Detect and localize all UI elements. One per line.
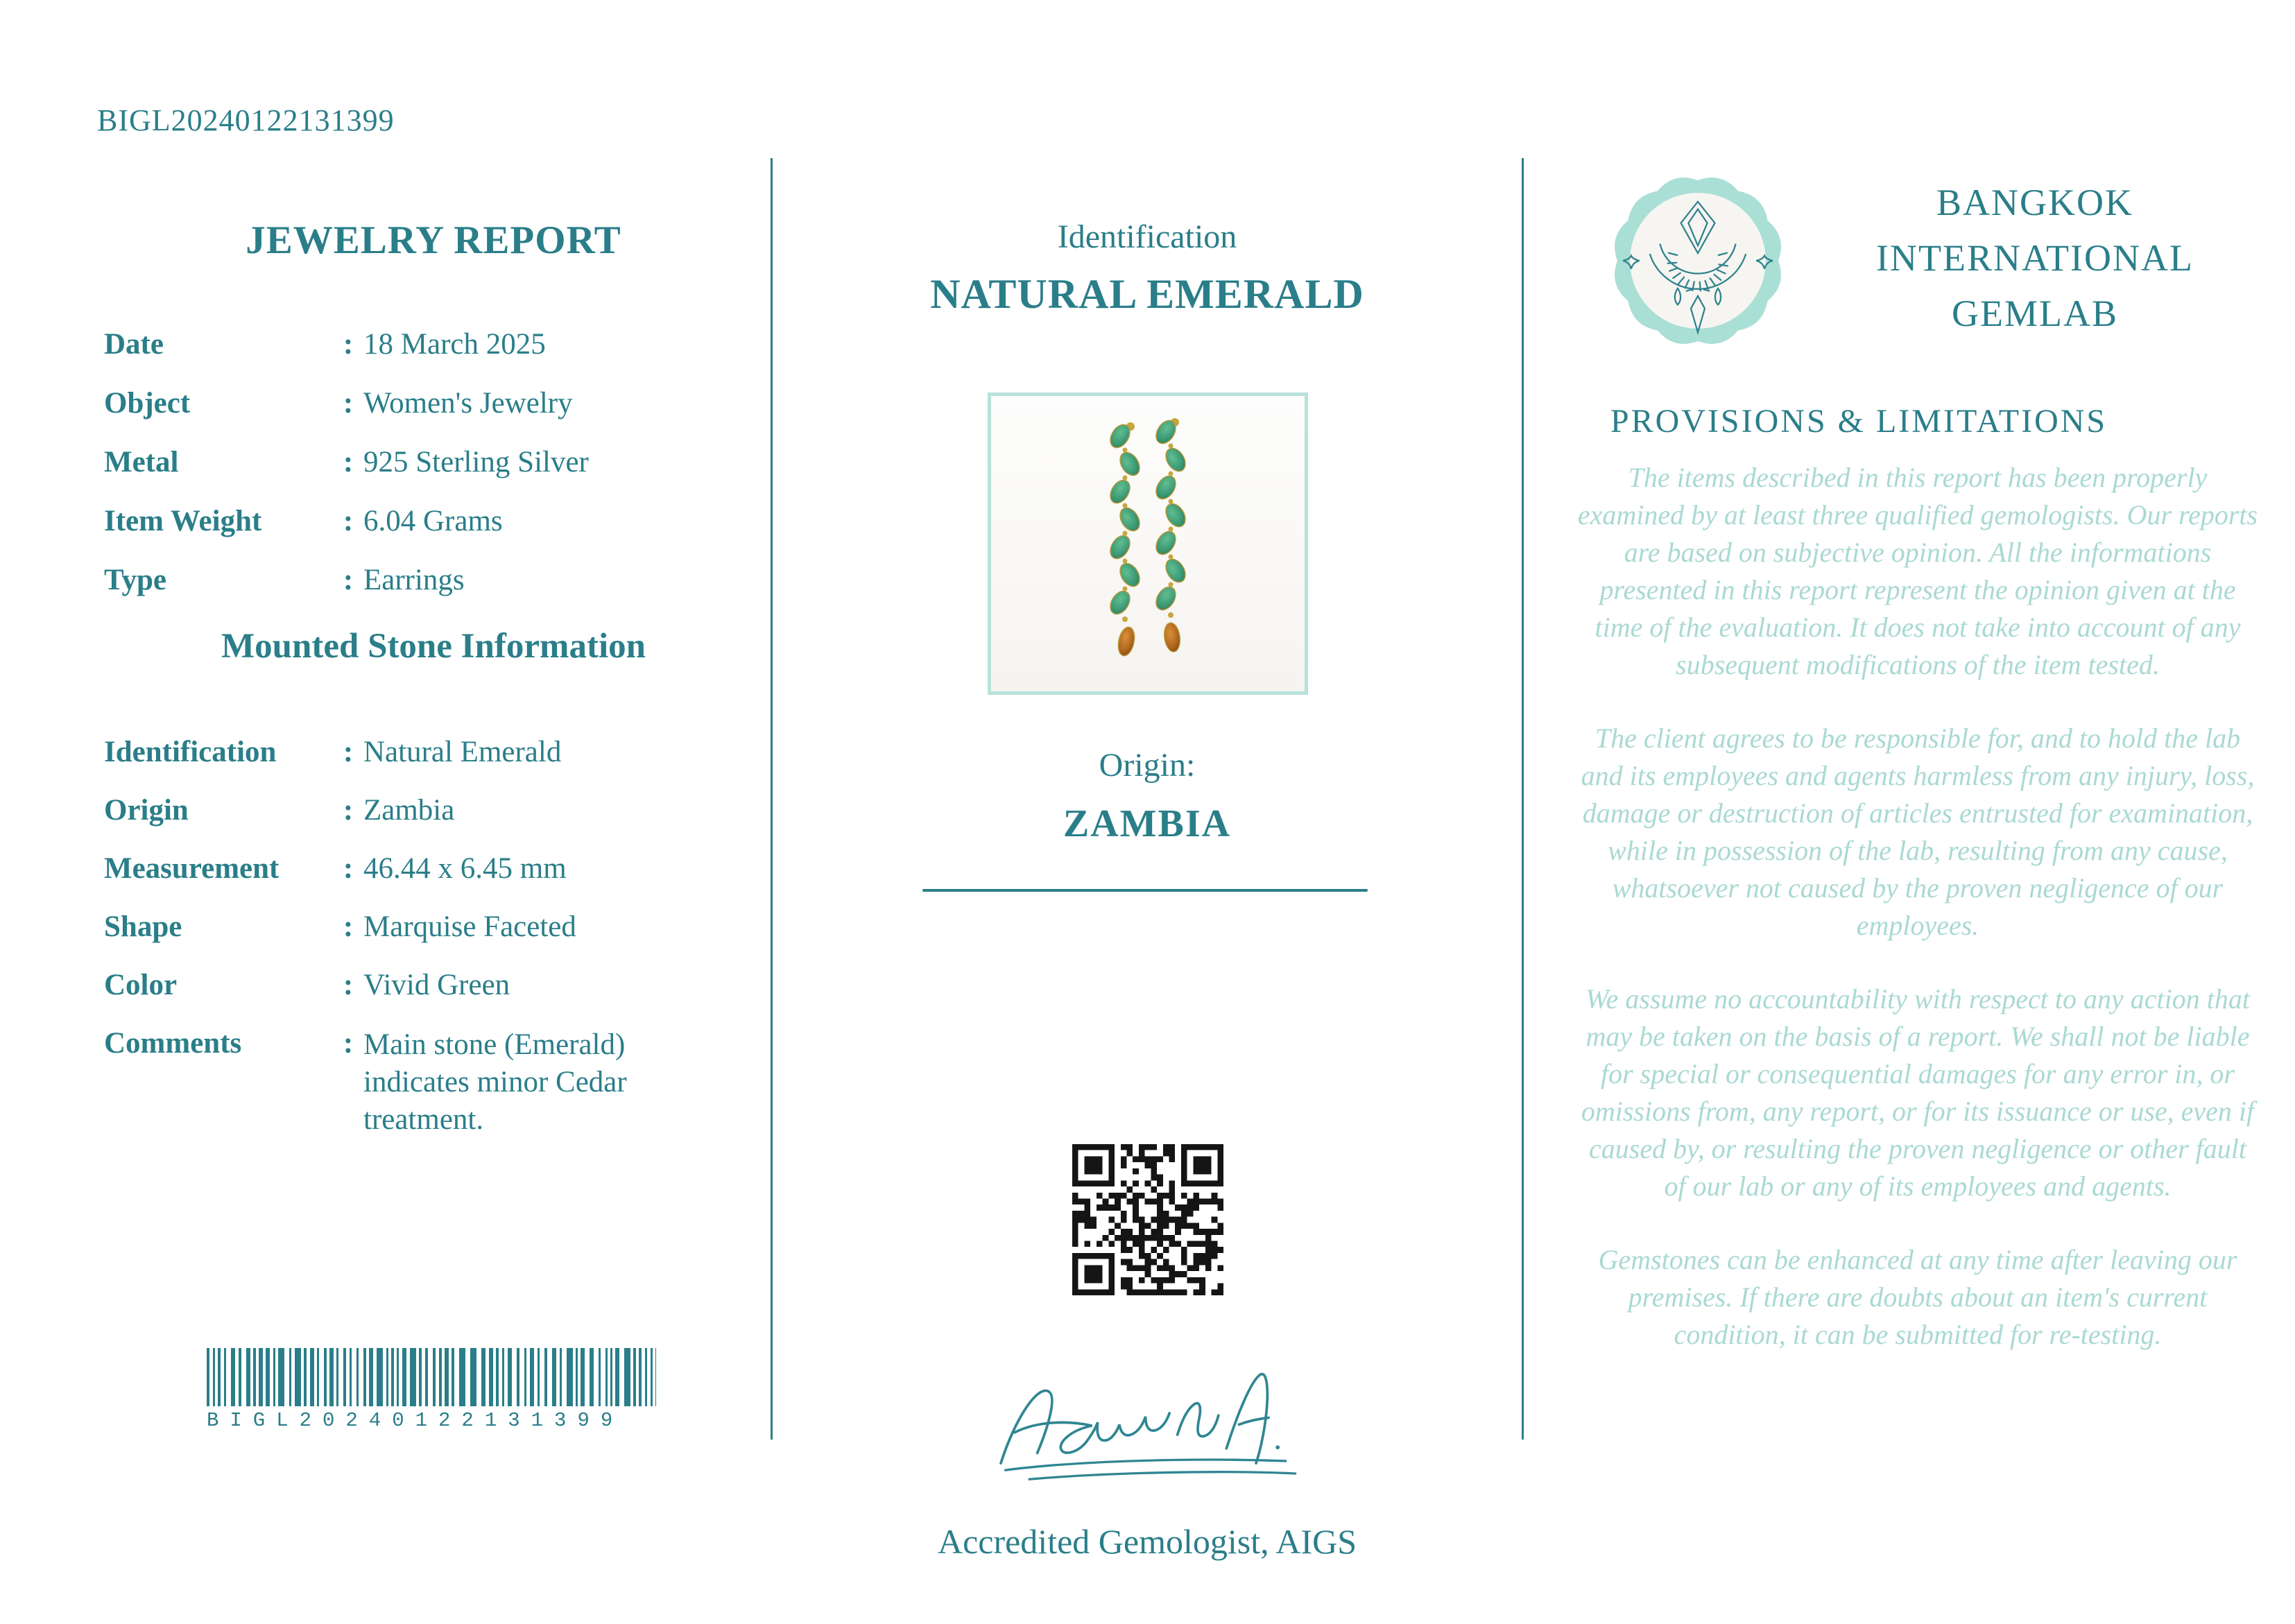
provisions-paragraph: The client agrees to be responsible for, and to hold the lab and its employees and agents harmless from any injury, loss, damage or destruction of articles entrusted for examination, while in possession of the lab, resulting from any cause, whatsoever not caused by the proven negligence of our employees. [1581,723,2255,941]
earrings-photo [991,396,1305,691]
provisions-title: PROVISIONS & LIMITATIONS [1610,403,2108,440]
column-divider-left [771,158,773,1440]
field-label: Date [104,328,164,361]
field-colon: : [343,910,354,943]
field-label: Comments [104,1027,242,1060]
field-value: 18 March 2025 [363,328,546,361]
provisions-text [1576,459,2260,1390]
barcode-text: BIGL20240122131399 [207,1409,624,1432]
field-value: Marquise Faceted [363,910,576,943]
field-label: Identification [104,736,277,768]
column-divider-right [1522,158,1524,1440]
field-label: Object [104,387,191,420]
lab-name-line: GEMLAB [1952,293,2118,334]
field-colon: : [343,505,354,537]
gemlab-logo-icon [1604,166,1792,355]
qr-code [1072,1144,1223,1295]
field-label: Item Weight [104,505,262,537]
field-colon: : [343,794,354,827]
report-number: BIGL20240122131399 [97,103,395,137]
field-colon: : [343,387,354,420]
field-label: Measurement [104,852,280,885]
origin-divider-rule [922,889,1368,892]
field-colon: : [343,969,354,1001]
field-value: Main stone (Emerald) indicates minor Cedar treatment. [363,1028,627,1137]
field-value: Women's Jewelry [363,387,573,420]
stone-fields-table [104,735,763,1137]
field-value: Zambia [363,794,455,827]
barcode-bars [207,1348,656,1406]
field-value: 925 Sterling Silver [363,446,589,478]
lab-name-line: INTERNATIONAL [1876,237,2194,279]
lab-name [1807,175,2262,341]
field-value: Vivid Green [363,969,510,1001]
earring-left [1106,421,1143,657]
page-title: JEWELRY REPORT [246,218,621,262]
gemologist-title: Accredited Gemologist, AIGS [937,1522,1357,1561]
field-colon: : [343,328,354,361]
field-colon: : [343,736,354,768]
jewelry-photo-frame [988,392,1308,695]
earring-right [1152,417,1189,653]
provisions-paragraph: Gemstones can be enhanced at any time after leaving our premises. If there are doubts about an item's current condition, it can be submitted for re-testing. [1598,1244,2237,1350]
gemologist-signature [985,1344,1304,1508]
field-value: 46.44 x 6.45 mm [363,852,567,885]
field-value: Earrings [363,564,465,596]
field-colon: : [343,1027,354,1060]
field-label: Shape [104,910,182,943]
field-label: Metal [104,446,179,478]
origin-label: Origin: [1099,747,1196,784]
lab-name-line: BANGKOK [1936,182,2133,223]
report-fields-table [104,327,763,622]
field-colon: : [343,852,354,885]
field-colon: : [343,564,354,596]
field-label: Type [104,564,166,596]
provisions-paragraph: The items described in this report has been properly examined by at least three qualified gemologists. Our reports are based on subjective opinion. All the informations presented in this report represent the opinion given at the time of the evaluation. It does not take into account of any subsequent modifications of the item tested. [1577,462,2258,680]
field-colon: : [343,446,354,478]
identification-heading: Identification [1057,218,1237,255]
identification-result: NATURAL EMERALD [930,271,1364,317]
provisions-paragraph: We assume no accountability with respect to any action that may be taken on the basis of a report. We shall not be liable for special or consequential damages for any error in, or omissions from, any report, or for its issuance or use, even if caused by, or resulting the proven negligence or other fault of our lab or any of its employees and agents. [1581,983,2255,1202]
field-label: Origin [104,794,189,827]
field-value: 6.04 Grams [363,505,503,537]
stone-section-title: Mounted Stone Information [221,627,646,666]
barcode [207,1348,656,1432]
field-label: Color [104,969,178,1001]
origin-value: ZAMBIA [1063,802,1232,845]
field-value: Natural Emerald [363,736,562,768]
